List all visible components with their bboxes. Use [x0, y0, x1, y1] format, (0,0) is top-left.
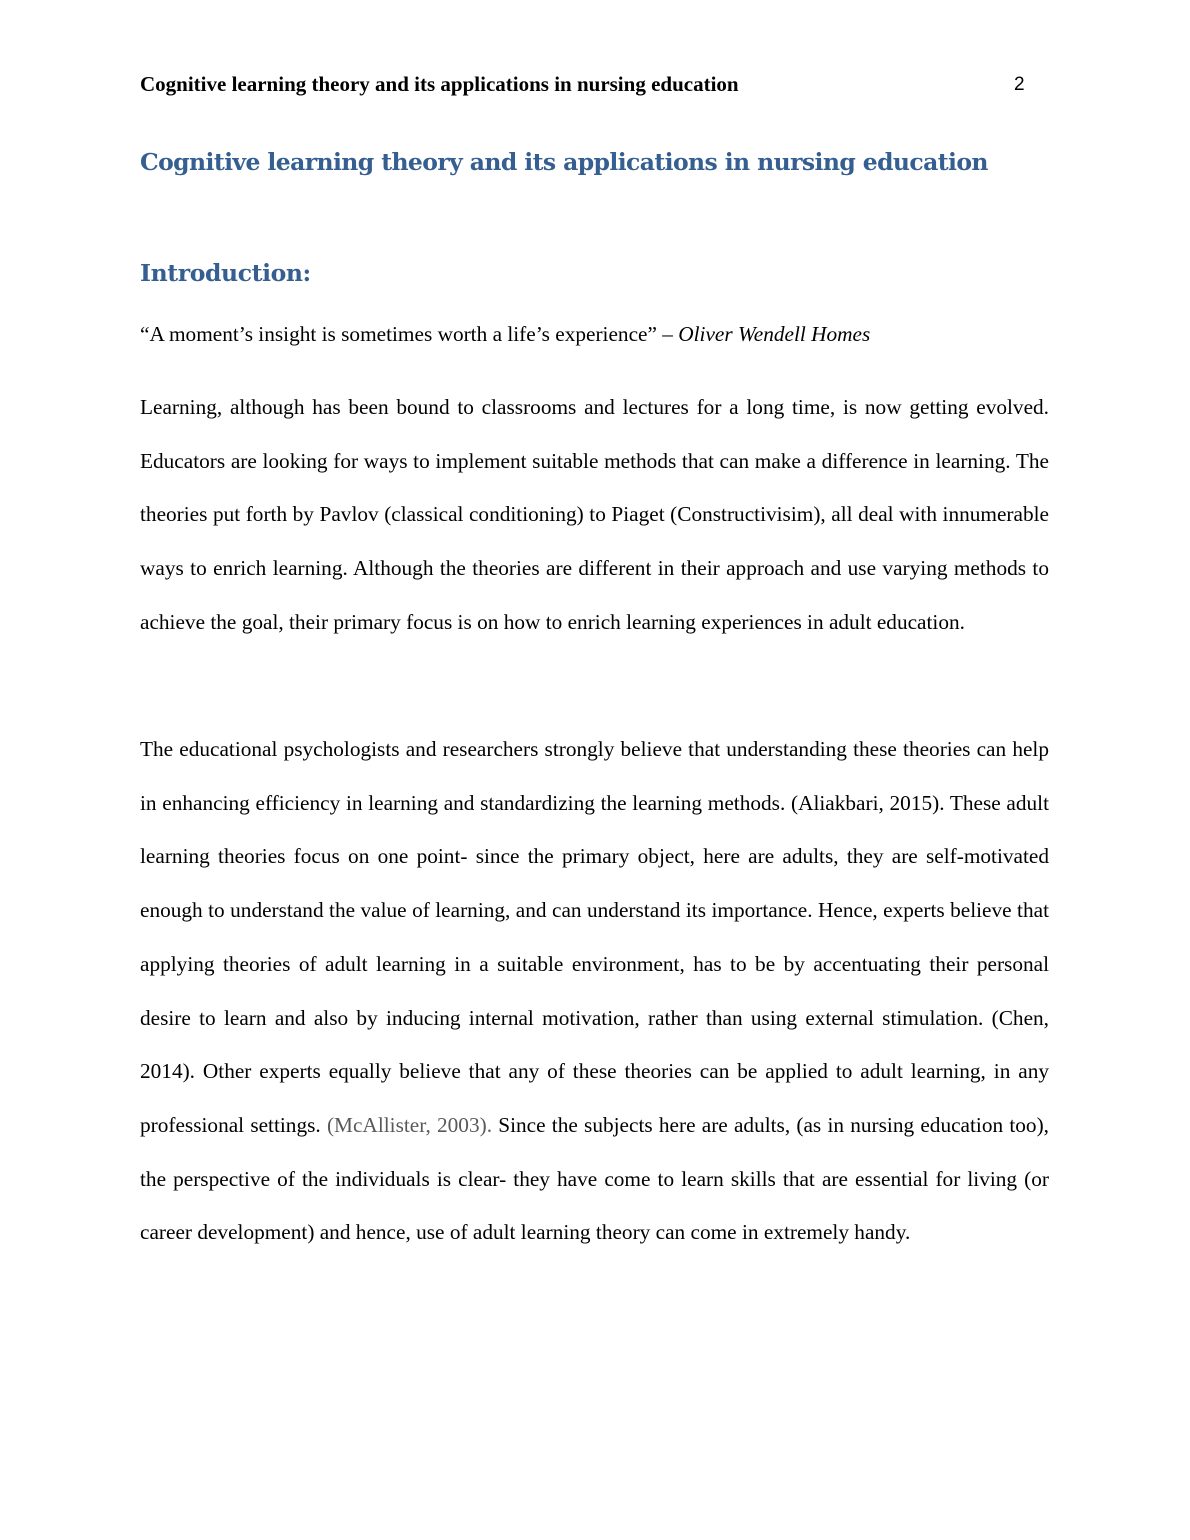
running-header-title: Cognitive learning theory and its applications in nursing education — [140, 72, 739, 96]
section-heading-introduction: Introduction: — [140, 259, 311, 287]
epigraph-quote: “A moment’s insight is sometimes worth a life’s experience” – — [140, 322, 679, 346]
body-paragraph-1: Learning, although has been bound to classrooms and lectures for a long time, is now getting evolved. Educators are looking for ways to implement suitable methods that can make a difference in learning. The theories put forth by Pavlov (classical conditioning) to Piaget (Constructivisim), all deal with innumerable ways to enrich learning. Although the theories are different in their approach and use varying methods to achieve the goal, their primary focus is on how to enrich learning experiences in adult education. — [140, 395, 1049, 634]
epigraph-author: Oliver Wendell Homes — [678, 322, 871, 346]
citation-mcallister: (McAllister, 2003). — [326, 1112, 493, 1137]
page-number: 2 — [1014, 74, 1025, 95]
document-title: Cognitive learning theory and its applications in nursing education — [140, 148, 988, 176]
epigraph — [140, 318, 870, 350]
paragraph-2-text-before-citation: The educational psychologists and researchers strongly believe that understanding these theories can help in enhancing efficiency in learning and standardizing the learning methods. (Aliakbari, 2015). These adult learning theories focus on one point- since the primary object, here are adults, they are self-motivated enough to understand the value of learning, and can understand its importance. Hence, experts believe that applying theories of adult learning in a suitable environment, has to be by accentuating their personal desire to learn and also by inducing internal motivation, rather than using external stimulation. (Chen, 2014). Other experts equally believe that any of these theories can be applied to adult learning, in any professional settings. — [140, 737, 1049, 1137]
paragraph-2-text-after-citation: Since the subjects here are adults, (as in nursing education too), the perspective of the individuals is clear- they have come to learn skills that are essential for living (or career development) and hence, use of adult learning theory can come in extremely handy. — [140, 1112, 1049, 1245]
body-paragraph-2 — [140, 723, 1049, 1260]
